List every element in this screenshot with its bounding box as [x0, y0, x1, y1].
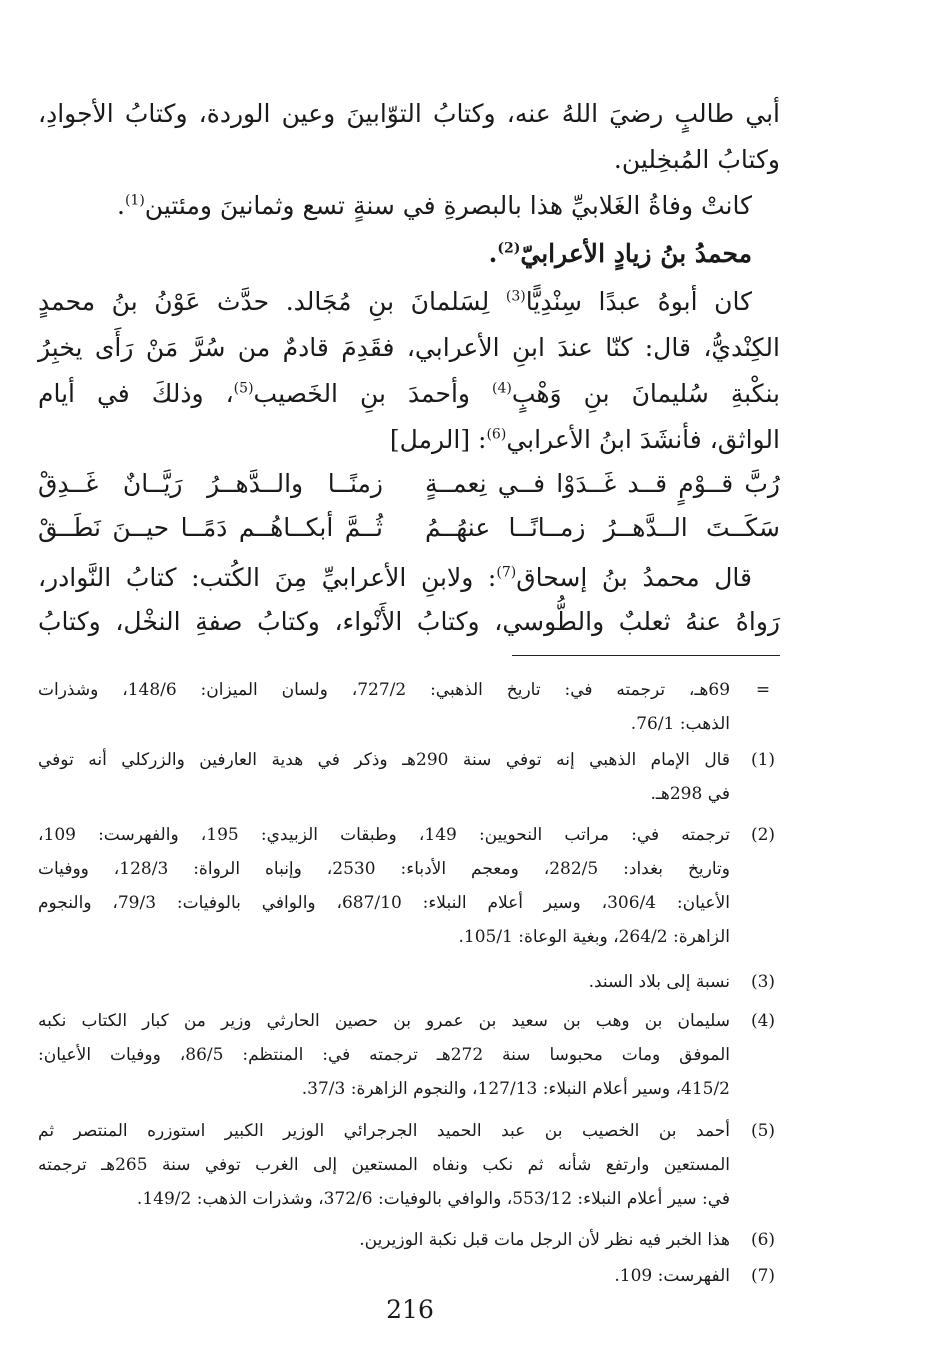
- footnote-line: الذهب: 76/1.: [630, 714, 730, 734]
- section-heading: [10, 238, 752, 270]
- footnote-line: 69هـ، ترجمته في: تاريخ الذهبي: 727/2، ولسان الميزان: 148/6، وشذرات: [38, 680, 731, 700]
- book-page: [38, 0, 780, 1346]
- footnote-line: المستعين وارتفع شأنه ثم نكب ونفاه المستعين إلى الغرب توفي سنة 265هـ ترجمته: [38, 1155, 731, 1175]
- footnote-number: (1): [750, 750, 776, 770]
- footnote-line: الزاهرة: 264/2، وبغية الوعاة: 105/1.: [458, 927, 730, 947]
- text-segment: وأحمدَ بنِ الخَصيب: [253, 379, 492, 408]
- footnote-number: (3): [750, 972, 776, 992]
- text-segment: أبي طالبٍ رضيَ اللهُ عنه، وكتابُ التوّابينَ وعين الوردة، وكتابُ الأجوادِ،: [38, 99, 780, 128]
- text-segment: : ولابنِ الأعرابيِّ مِنَ الكُتب: كتابُ النَّوادر،: [38, 563, 497, 592]
- text-segment: لِسَلمانَ بنِ مُجَالد. حدَّث عَوْنُ بنُ محمدٍ: [38, 287, 506, 316]
- poem-verse: [38, 466, 780, 502]
- footnote-line: قال الإمام الذهبي إنه توفي سنة 290هـ وذكر في هدية العارفين والزركلي أنه توفي: [38, 750, 730, 770]
- text-segment: .: [116, 191, 125, 220]
- text-segment: الكِنْديُّ، قال: كنّا عندَ ابنِ الأعرابي، فقَدِمَ قادمٌ من سُرَّ مَنْ رَأَى يخبِرُ: [38, 333, 780, 362]
- main-text-line: [38, 562, 752, 594]
- poem-verse: [38, 510, 780, 546]
- footnote-number: (7): [750, 1266, 776, 1286]
- footnote-line: 415/2، وسير أعلام النبلاء: 127/13، والنجوم الزاهرة: 37/3.: [301, 1079, 730, 1099]
- main-text-line: [38, 378, 780, 410]
- footnote-line: في: سير أعلام النبلاء: 553/12، والوافي بالوفيات: 372/6، وشذرات الذهب: 149/2.: [136, 1189, 730, 1209]
- footnote-ref: (1): [124, 192, 145, 209]
- text-segment: كانتْ وفاةُ الغَلابيِّ هذا بالبصرةِ في سنةٍ تسع وثمانينَ ومئتين: [144, 191, 752, 220]
- text-segment: : [الرمل]: [389, 425, 487, 454]
- main-text-line: [38, 286, 752, 318]
- text-segment: الواثق، فأنشَدَ ابنُ الأعرابي: [506, 425, 780, 454]
- footnote-number: =: [755, 680, 771, 700]
- footnote-line: في 298هـ.: [650, 784, 730, 804]
- footnote-line: وتاريخ بغداد: 282/5، ومعجم الأدباء: 2530، وإنباه الرواة: 128/3، ووفيات: [38, 859, 730, 879]
- footnote-line: الموفق ومات محبوسا سنة 272هـ ترجمته في: المنتظم: 86/5، ووفيات الأعيان:: [38, 1045, 730, 1065]
- main-text-line: [38, 144, 780, 176]
- text-segment: قال محمدُ بنُ إسحاق: [516, 563, 752, 592]
- footnote-ref: (5): [233, 380, 254, 397]
- footnote-line: هذا الخبر فيه نظر لأن الرجل مات قبل نكبة الوزيرين.: [359, 1230, 730, 1250]
- main-text-line: [38, 332, 780, 364]
- text-segment: كان أبوهُ عبدًا سِنْدِيًّا: [525, 287, 752, 316]
- footnote-ref: (2): [497, 240, 521, 257]
- text-segment: رَواهُ عنهُ ثعلبٌ والطُّوسي، وكتابُ الأَنْواء، وكتابُ صفةِ النخْل، وكتابُ: [38, 607, 780, 636]
- footnote-number: (6): [750, 1230, 776, 1250]
- footnote-number: (4): [750, 1011, 776, 1031]
- footnote-line: الفهرست: 109.: [614, 1266, 730, 1286]
- footnote-line: ترجمته في: مراتب النحويين: 149، وطبقات الزبيدي: 195، والفهرست: 109،: [38, 825, 730, 845]
- verse-second-hemistich: ثُــمَّ أبكــاهُــم دَمًــا حيــنَ نَطَــقْ: [38, 513, 383, 542]
- footnote-line: الأعيان: 306/4، وسير أعلام النبلاء: 687/10، والوافي بالوفيات: 79/3، والنجوم: [38, 893, 730, 913]
- footnote-ref: (3): [505, 288, 526, 305]
- footnote-line: أحمد بن الخصيب بن عبد الحميد الجرجرائي الوزير الكبير استوزره المنتصر ثم: [38, 1121, 730, 1141]
- text-segment: وكتابُ المُبخِلين.: [613, 145, 780, 174]
- text-segment: بنكْبةِ سُليمانَ بنِ وَهْبٍ: [511, 379, 780, 408]
- verse-first-hemistich: سَكَــتَ الــدَّهــرُ زمــانًــا عنهُــمُ: [425, 513, 780, 542]
- footnote-number: (5): [750, 1121, 776, 1141]
- footnote-line: سليمان بن وهب بن سعيد بن عمرو بن حصين الحارثي وزير من كبار الكتاب نكبه: [38, 1011, 730, 1031]
- verse-second-hemistich: زمنًــا والــدَّهــرُ رَيَّــانٌ غَــدِقْ: [38, 469, 383, 498]
- main-text-line: [38, 98, 780, 130]
- footnote-ref: (7): [496, 564, 517, 581]
- text-segment: .: [488, 239, 498, 268]
- footnote-ref: (4): [491, 380, 512, 397]
- main-text-line: [38, 190, 752, 222]
- footnote-separator: [512, 655, 780, 656]
- page-number: 216: [386, 1295, 434, 1324]
- heading-text: محمدُ بنُ زيادٍ الأعرابيّ: [520, 239, 752, 268]
- footnote-number: (2): [750, 825, 776, 845]
- main-text-line: [38, 606, 780, 638]
- verse-first-hemistich: رُبَّ قــوْمٍ قــد غَــدَوْا فــي نِعمــةٍ: [425, 469, 780, 498]
- text-segment: ، وذلكَ في أيام: [38, 379, 234, 408]
- footnote-ref: (6): [486, 426, 507, 443]
- main-text-line: [38, 424, 780, 456]
- footnote-line: نسبة إلى بلاد السند.: [588, 972, 730, 992]
